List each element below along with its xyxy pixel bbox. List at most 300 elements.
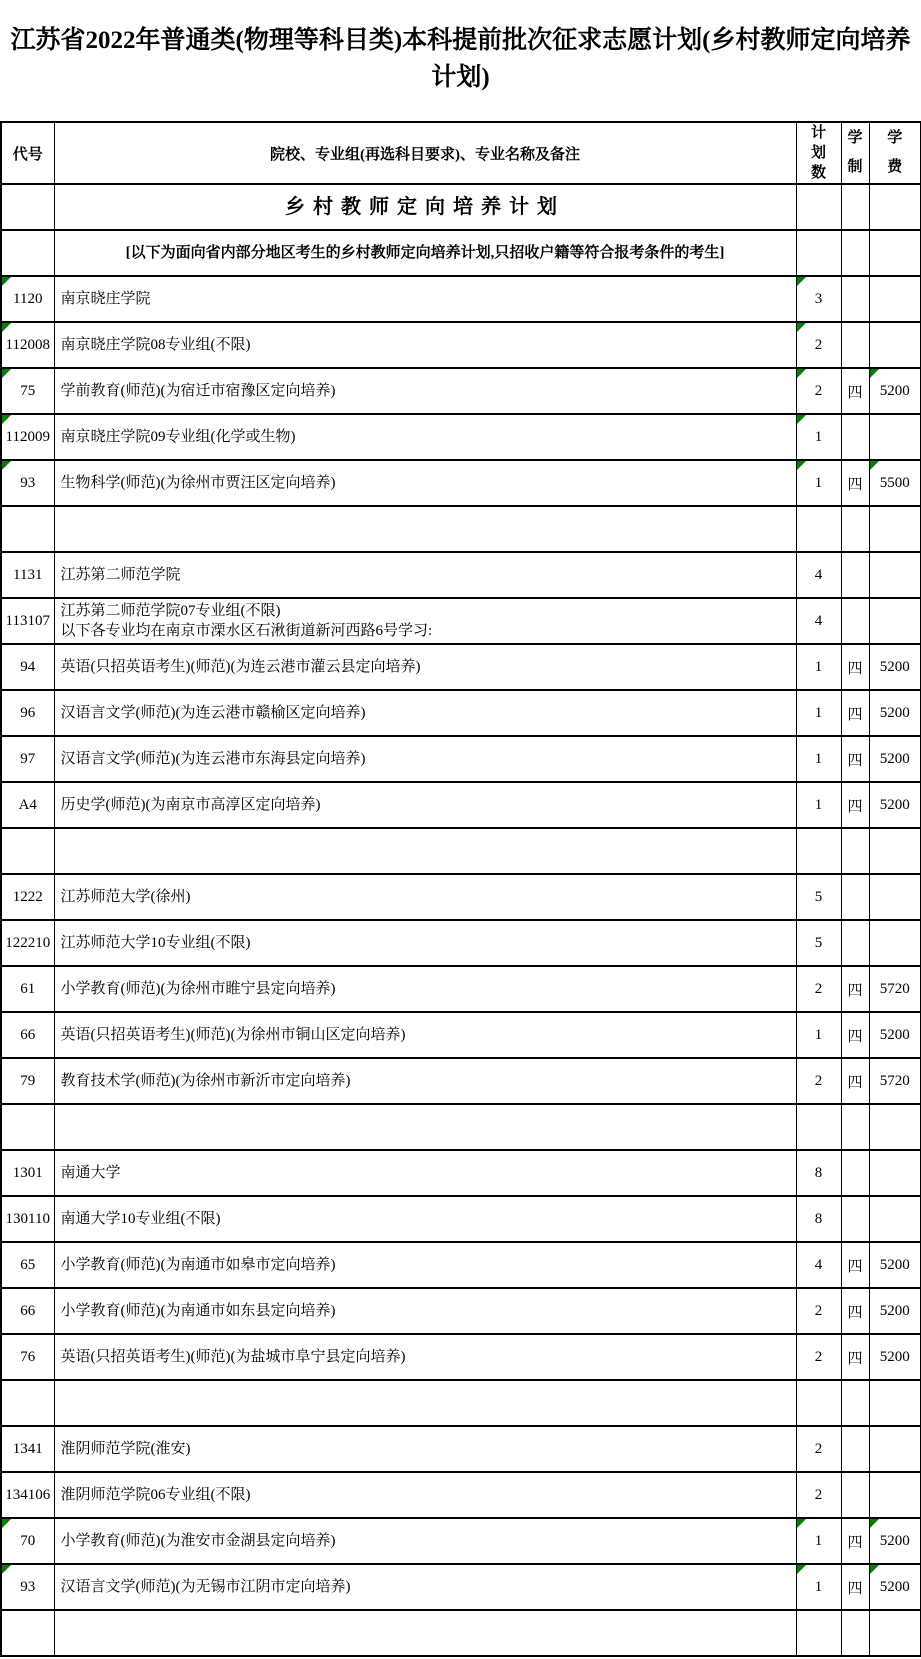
duration-value: 四 <box>847 660 863 677</box>
table-header-row <box>1 122 921 184</box>
code-value: 134106 <box>5 1486 51 1503</box>
code-cell <box>1 1426 54 1472</box>
name-cell <box>54 1242 796 1288</box>
plan-cell <box>796 506 841 552</box>
code-value: 70 <box>20 1532 36 1549</box>
green-corner-icon <box>797 277 806 286</box>
fee-cell <box>869 1196 921 1242</box>
duration-cell <box>841 368 869 414</box>
table-row <box>1 644 921 690</box>
duration-value: 四 <box>847 752 863 769</box>
table-row <box>1 1288 921 1334</box>
name-cell <box>54 1150 796 1196</box>
name-cell <box>54 414 796 460</box>
table-row <box>1 230 921 276</box>
green-corner-icon <box>2 323 11 332</box>
name-line1: 江苏师范大学(徐州) <box>60 888 191 905</box>
plan-cell <box>796 322 841 368</box>
header-plan-label: 计划数 <box>810 125 826 181</box>
table-row <box>1 598 921 644</box>
plan-value: 2 <box>814 1072 823 1089</box>
fee-value: 5200 <box>879 796 910 813</box>
table-row <box>1 368 921 414</box>
name-line1: 小学教育(师范)(为淮安市金湖县定向培养) <box>60 1532 336 1549</box>
duration-cell <box>841 782 869 828</box>
table-row <box>1 1426 921 1472</box>
code-value: 1120 <box>13 290 43 307</box>
fee-cell <box>869 1564 921 1610</box>
fee-cell <box>869 1334 921 1380</box>
name-cell <box>54 598 796 644</box>
fee-cell <box>869 460 921 506</box>
header-cell-duration <box>841 122 869 184</box>
plan-value: 2 <box>814 382 823 399</box>
plan-cell <box>796 1196 841 1242</box>
fee-cell <box>869 1288 921 1334</box>
name-cell <box>54 920 796 966</box>
name-line1: 南京晓庄学院09专业组(化学或生物) <box>60 428 296 445</box>
name-cell <box>54 1058 796 1104</box>
code-value: 61 <box>20 980 36 997</box>
fee-cell <box>869 414 921 460</box>
header-fee-label: 学费 <box>887 130 903 175</box>
duration-cell <box>841 966 869 1012</box>
fee-cell <box>869 1012 921 1058</box>
fee-value: 5720 <box>879 980 910 997</box>
plan-table <box>0 121 921 1657</box>
name-cell <box>54 552 796 598</box>
table-row <box>1 966 921 1012</box>
table-row <box>1 552 921 598</box>
duration-value: 四 <box>847 798 863 815</box>
plan-value: 2 <box>814 336 823 353</box>
name-cell <box>54 368 796 414</box>
green-corner-icon <box>2 277 11 286</box>
fee-cell <box>869 874 921 920</box>
code-cell <box>1 184 54 230</box>
name-cell <box>54 1610 796 1656</box>
name-cell <box>54 644 796 690</box>
green-corner-icon <box>870 369 879 378</box>
fee-value: 5200 <box>879 1256 910 1273</box>
name-line2: 以下各专业均在南京市溧水区石湫街道新河西路6号学习: <box>60 623 433 639</box>
name-cell <box>54 506 796 552</box>
code-cell <box>1 736 54 782</box>
fee-value: 5500 <box>879 474 910 491</box>
name-line1: 淮阴师范学院06专业组(不限) <box>60 1486 251 1503</box>
name-cell <box>54 1472 796 1518</box>
plan-cell <box>796 552 841 598</box>
plan-cell <box>796 460 841 506</box>
fee-cell <box>869 736 921 782</box>
name-cell <box>54 1426 796 1472</box>
name-line1: 小学教育(师范)(为南通市如东县定向培养) <box>60 1302 336 1319</box>
plan-value: 2 <box>814 1302 823 1319</box>
fee-value: 5200 <box>879 1302 910 1319</box>
duration-value: 四 <box>847 1028 863 1045</box>
green-corner-icon <box>797 1565 806 1574</box>
green-corner-icon <box>2 461 11 470</box>
fee-value: 5200 <box>879 658 910 675</box>
fee-cell <box>869 552 921 598</box>
duration-cell <box>841 552 869 598</box>
name-line1: 生物科学(师范)(为徐州市贾汪区定向培养) <box>60 474 336 491</box>
name-line1: 汉语言文学(师范)(为无锡市江阴市定向培养) <box>60 1578 351 1595</box>
code-cell <box>1 874 54 920</box>
table-row <box>1 1610 921 1656</box>
fee-cell <box>869 230 921 276</box>
plan-cell <box>796 1288 841 1334</box>
green-corner-icon <box>2 1519 11 1528</box>
fee-cell <box>869 690 921 736</box>
plan-cell <box>796 1104 841 1150</box>
code-value: 1222 <box>12 888 43 905</box>
name-line1: 英语(只招英语考生)(师范)(为连云港市灌云县定向培养) <box>60 658 421 675</box>
plan-cell <box>796 1518 841 1564</box>
duration-cell <box>841 736 869 782</box>
name-cell <box>54 690 796 736</box>
code-value: 75 <box>20 382 36 399</box>
code-value: 65 <box>20 1256 36 1273</box>
fee-cell <box>869 1104 921 1150</box>
fee-cell <box>869 1426 921 1472</box>
code-cell <box>1 460 54 506</box>
fee-value: 5200 <box>879 1578 910 1595</box>
name-cell <box>54 966 796 1012</box>
duration-value: 四 <box>847 1534 863 1551</box>
duration-cell <box>841 1104 869 1150</box>
name-cell <box>54 184 796 230</box>
plan-cell <box>796 690 841 736</box>
fee-cell <box>869 920 921 966</box>
duration-value: 四 <box>847 1074 863 1091</box>
name-line1: 小学教育(师范)(为徐州市睢宁县定向培养) <box>60 980 336 997</box>
plan-value: 1 <box>814 474 823 491</box>
name-cell <box>54 782 796 828</box>
plan-value: 4 <box>814 566 823 583</box>
code-cell <box>1 966 54 1012</box>
duration-cell <box>841 1242 869 1288</box>
header-duration-label: 学制 <box>847 130 863 175</box>
plan-value: 1 <box>814 704 823 721</box>
plan-value: 1 <box>814 658 823 675</box>
table-row <box>1 1150 921 1196</box>
code-cell <box>1 368 54 414</box>
plan-value: 2 <box>814 1348 823 1365</box>
table-row <box>1 322 921 368</box>
duration-cell <box>841 506 869 552</box>
code-cell <box>1 690 54 736</box>
code-value: A4 <box>18 796 37 813</box>
duration-cell <box>841 230 869 276</box>
name-cell <box>54 276 796 322</box>
name-line1: 淮阴师范学院(淮安) <box>60 1440 191 1457</box>
fee-cell <box>869 184 921 230</box>
fee-cell <box>869 506 921 552</box>
plan-value: 1 <box>814 796 823 813</box>
table-row <box>1 460 921 506</box>
name-cell <box>54 1012 796 1058</box>
duration-value: 四 <box>847 706 863 723</box>
code-cell <box>1 1610 54 1656</box>
table-row <box>1 1196 921 1242</box>
duration-cell <box>841 1610 869 1656</box>
green-corner-icon <box>2 415 11 424</box>
code-cell <box>1 782 54 828</box>
code-cell <box>1 828 54 874</box>
code-cell <box>1 414 54 460</box>
code-value: 94 <box>20 658 36 675</box>
fee-cell <box>869 1472 921 1518</box>
plan-cell <box>796 1610 841 1656</box>
fee-cell <box>869 1380 921 1426</box>
fee-cell <box>869 368 921 414</box>
name-line1: 江苏师范大学10专业组(不限) <box>60 934 251 951</box>
code-cell <box>1 276 54 322</box>
duration-cell <box>841 1426 869 1472</box>
name-cell <box>54 828 796 874</box>
code-cell <box>1 1288 54 1334</box>
name-line1: [以下为面向省内部分地区考生的乡村教师定向培养计划,只招收户籍等符合报考条件的考生] <box>125 244 725 261</box>
plan-value: 8 <box>814 1164 823 1181</box>
duration-cell <box>841 920 869 966</box>
fee-value: 5200 <box>879 382 910 399</box>
table-row <box>1 184 921 230</box>
plan-value: 4 <box>814 1256 823 1273</box>
table-row <box>1 690 921 736</box>
code-value: 96 <box>20 704 36 721</box>
duration-value: 四 <box>847 1304 863 1321</box>
name-line1: 南京晓庄学院08专业组(不限) <box>60 336 251 353</box>
green-corner-icon <box>797 323 806 332</box>
plan-cell <box>796 1472 841 1518</box>
page-title: 江苏省2022年普通类(物理等科目类)本科提前批次征求志愿计划(乡村教师定向培养计划) <box>10 27 911 91</box>
name-cell <box>54 874 796 920</box>
plan-cell <box>796 1426 841 1472</box>
name-line1: 江苏第二师范学院07专业组(不限) <box>60 602 281 619</box>
duration-cell <box>841 460 869 506</box>
plan-cell <box>796 598 841 644</box>
code-cell <box>1 230 54 276</box>
name-line1: 江苏第二师范学院 <box>60 566 181 583</box>
duration-cell <box>841 874 869 920</box>
green-corner-icon <box>870 1519 879 1528</box>
fee-cell <box>869 644 921 690</box>
duration-cell <box>841 598 869 644</box>
fee-value: 5200 <box>879 1532 910 1549</box>
name-cell <box>54 1196 796 1242</box>
table-row <box>1 1334 921 1380</box>
green-corner-icon <box>797 415 806 424</box>
code-cell <box>1 1564 54 1610</box>
code-value: 1341 <box>12 1440 43 1457</box>
table-row <box>1 1058 921 1104</box>
plan-cell <box>796 1150 841 1196</box>
plan-cell <box>796 644 841 690</box>
plan-cell <box>796 1334 841 1380</box>
name-cell <box>54 1334 796 1380</box>
fee-cell <box>869 782 921 828</box>
fee-cell <box>869 1610 921 1656</box>
name-cell <box>54 1380 796 1426</box>
plan-value: 2 <box>814 980 823 997</box>
duration-cell <box>841 322 869 368</box>
fee-cell <box>869 966 921 1012</box>
duration-cell <box>841 1196 869 1242</box>
duration-cell <box>841 1518 869 1564</box>
duration-value: 四 <box>847 982 863 999</box>
name-cell <box>54 1288 796 1334</box>
green-corner-icon <box>797 369 806 378</box>
plan-value: 1 <box>814 1026 823 1043</box>
duration-cell <box>841 1288 869 1334</box>
duration-cell <box>841 1058 869 1104</box>
name-cell <box>54 1104 796 1150</box>
code-cell <box>1 1472 54 1518</box>
code-value: 130110 <box>5 1210 50 1227</box>
plan-cell <box>796 414 841 460</box>
plan-value: 2 <box>814 1486 823 1503</box>
fee-value: 5200 <box>879 750 910 767</box>
fee-cell <box>869 828 921 874</box>
name-cell <box>54 230 796 276</box>
fee-cell <box>869 598 921 644</box>
green-corner-icon <box>870 1565 879 1574</box>
plan-cell <box>796 1564 841 1610</box>
code-cell <box>1 506 54 552</box>
code-cell <box>1 1012 54 1058</box>
code-value: 66 <box>20 1302 36 1319</box>
fee-value: 5200 <box>879 1026 910 1043</box>
name-line1: 历史学(师范)(为南京市高淳区定向培养) <box>60 796 321 813</box>
plan-cell <box>796 736 841 782</box>
plan-cell <box>796 276 841 322</box>
duration-value: 四 <box>847 1580 863 1597</box>
code-value: 66 <box>20 1026 36 1043</box>
code-value: 79 <box>20 1072 36 1089</box>
code-cell <box>1 1104 54 1150</box>
code-value: 97 <box>20 750 36 767</box>
duration-value: 四 <box>847 384 863 401</box>
code-value: 112009 <box>5 428 50 445</box>
fee-cell <box>869 1058 921 1104</box>
code-value: 76 <box>20 1348 36 1365</box>
fee-value: 5200 <box>879 1348 910 1365</box>
fee-cell <box>869 1150 921 1196</box>
table-row <box>1 782 921 828</box>
code-value: 122210 <box>5 934 51 951</box>
name-cell <box>54 1564 796 1610</box>
table-row <box>1 414 921 460</box>
fee-value: 5200 <box>879 704 910 721</box>
name-line1: 英语(只招英语考生)(师范)(为徐州市铜山区定向培养) <box>60 1026 406 1043</box>
fee-value: 5720 <box>879 1072 910 1089</box>
duration-cell <box>841 690 869 736</box>
code-cell <box>1 552 54 598</box>
table-row <box>1 1564 921 1610</box>
plan-value: 1 <box>814 750 823 767</box>
fee-cell <box>869 276 921 322</box>
duration-cell <box>841 276 869 322</box>
plan-value: 1 <box>814 1578 823 1595</box>
duration-cell <box>841 828 869 874</box>
header-cell-code: 代号 <box>1 122 54 184</box>
plan-value: 3 <box>814 290 823 307</box>
duration-cell <box>841 1012 869 1058</box>
code-value: 1301 <box>12 1164 43 1181</box>
code-value: 112008 <box>5 336 50 353</box>
plan-cell <box>796 920 841 966</box>
green-corner-icon <box>2 369 11 378</box>
header-cell-main: 院校、专业组(再选科目要求)、专业名称及备注 <box>54 122 796 184</box>
plan-cell <box>796 230 841 276</box>
table-row <box>1 276 921 322</box>
duration-cell <box>841 184 869 230</box>
table-row <box>1 828 921 874</box>
duration-cell <box>841 1472 869 1518</box>
duration-cell <box>841 1150 869 1196</box>
code-cell <box>1 322 54 368</box>
table-row <box>1 1518 921 1564</box>
code-cell <box>1 1058 54 1104</box>
table-row <box>1 1104 921 1150</box>
plan-cell <box>796 184 841 230</box>
code-cell <box>1 1150 54 1196</box>
code-value: 1131 <box>13 566 43 583</box>
plan-cell <box>796 368 841 414</box>
name-line1: 汉语言文学(师范)(为连云港市赣榆区定向培养) <box>60 704 366 721</box>
plan-value: 5 <box>814 888 823 905</box>
code-value: 113107 <box>5 612 50 629</box>
table-row <box>1 874 921 920</box>
name-cell <box>54 1518 796 1564</box>
table-row <box>1 1472 921 1518</box>
table-row <box>1 920 921 966</box>
plan-cell <box>796 966 841 1012</box>
name-line1: 乡村教师定向培养计划 <box>285 195 565 218</box>
green-corner-icon <box>797 1519 806 1528</box>
plan-value: 2 <box>814 1440 823 1457</box>
plan-cell <box>796 874 841 920</box>
fee-cell <box>869 1242 921 1288</box>
green-corner-icon <box>2 1565 11 1574</box>
code-value: 93 <box>20 474 36 491</box>
table-row <box>1 1242 921 1288</box>
code-cell <box>1 598 54 644</box>
green-corner-icon <box>797 461 806 470</box>
plan-value: 1 <box>814 1532 823 1549</box>
plan-cell <box>796 828 841 874</box>
name-line1: 英语(只招英语考生)(师范)(为盐城市阜宁县定向培养) <box>60 1348 406 1365</box>
name-cell <box>54 736 796 782</box>
plan-value: 4 <box>814 612 823 629</box>
name-line1: 汉语言文学(师范)(为连云港市东海县定向培养) <box>60 750 366 767</box>
duration-cell <box>841 414 869 460</box>
name-line1: 教育技术学(师范)(为徐州市新沂市定向培养) <box>60 1072 351 1089</box>
name-line1: 南通大学 <box>60 1164 121 1181</box>
duration-cell <box>841 1334 869 1380</box>
duration-cell <box>841 1380 869 1426</box>
duration-value: 四 <box>847 1258 863 1275</box>
header-cell-plan <box>796 122 841 184</box>
table-row <box>1 1012 921 1058</box>
fee-cell <box>869 1518 921 1564</box>
green-corner-icon <box>870 461 879 470</box>
code-cell <box>1 1242 54 1288</box>
plan-cell <box>796 1058 841 1104</box>
name-line1: 南京晓庄学院 <box>60 290 151 307</box>
code-cell <box>1 920 54 966</box>
